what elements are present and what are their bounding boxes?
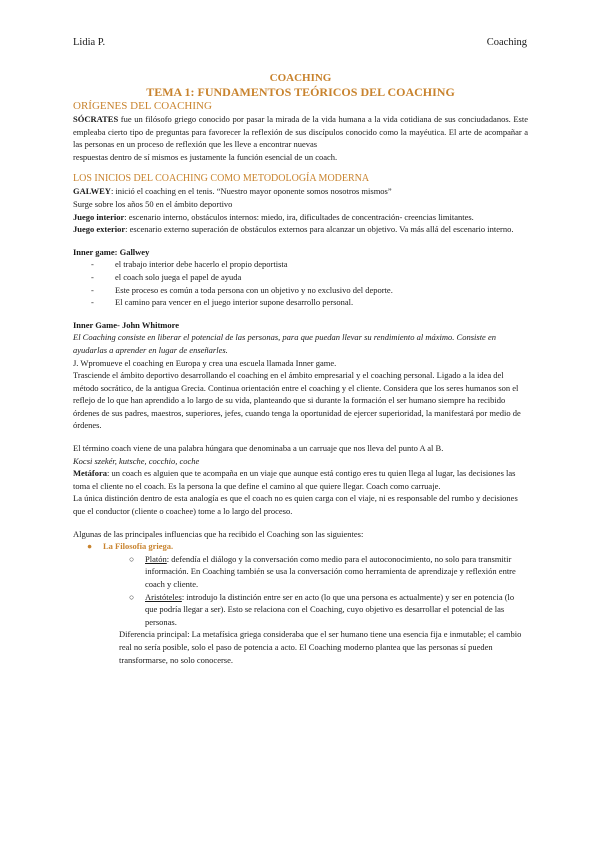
- paragraph-influencias: Algunas de las principales influencias que ha recibido el Coaching son las siguientes:: [73, 528, 364, 539]
- juego-interior-text: : escenario interno, obstáculos internos: miedo, ira, dificultades de concentración- creencias limitantes.: [124, 211, 474, 222]
- socrates-text: fue un filósofo griego conocido por pasar la mirada de la vida humana a la vida cotidiana de sus conciudadanos. Este empleaba cierto tipo de preguntas para favorecer la reflexión de sus discípulos conocido como la mayéutica. El arte de acompañar a las personas en un proceso de reflexión que les lleve a encontrar nuevas: [73, 114, 528, 150]
- paragraph-galwey: [73, 185, 528, 198]
- document-subtitle: TEMA 1: FUNDAMENTOS TEÓRICOS DEL COACHING: [146, 85, 455, 99]
- inner-game-list: [73, 258, 528, 308]
- circle-bullet-icon: ○: [129, 553, 135, 564]
- paragraph-distincion: La única distinción dentro de esta analogía es que el coach no es quien carga con el viaje, ni es responsable del rumbo y decisiones que el conductor (cliente o coachee) tome a lo largo del proceso.: [73, 493, 518, 517]
- whitmore-quote: El Coaching consiste en liberar el potencial de las personas, para que puedan llevar su rendimiento al máximo. Consiste en ayudarlas a aprender en lugar de enseñarles.: [73, 332, 496, 355]
- section-heading-origenes: ORÍGENES DEL COACHING: [73, 100, 212, 112]
- coach-words: Kocsi szekér, kutsche, cocchio, coche: [73, 455, 200, 466]
- circle-bullet-icon: ○: [129, 591, 135, 602]
- list-item: - Este proceso es común a toda persona con un objetivo y no exclusivo del deporte.: [73, 284, 528, 297]
- paragraph-diferencia: Diferencia principal: La metafísica griega consideraba que el ser humano tiene una esencia fija e inmutable; el cambio real no sería posible, solo el paso de potencia a acto. El Coaching moderno plantea que las personas sí pueden transformarse, no solo conocerse.: [119, 629, 522, 665]
- document-title: COACHING: [269, 72, 332, 84]
- paragraph-socrates: [73, 113, 528, 151]
- paragraph-galwey-line2: Surge sobre los años 50 en el ámbito deportivo: [73, 198, 233, 209]
- paragraph-juego-exterior: [73, 223, 528, 236]
- galwey-text: : inició el coaching en el tenis. “Nuestro mayor oponente somos nosotros mismos”: [110, 186, 392, 197]
- juego-exterior-text: : escenario externo superación de obstáculos externos para alcanzar un objetivo. Va más allá del escenario interno.: [125, 224, 514, 235]
- whitmore-heading: [73, 319, 528, 332]
- filosofia-griega-label: La Filosofía griega.: [103, 541, 174, 552]
- section-heading-inicios: LOS INICIOS DEL COACHING COMO METODOLOGÍA MODERNA: [73, 173, 370, 185]
- aristoteles-text: : introdujo la distinción entre ser en acto (lo que una persona es actualmente) y ser en potencia (lo que podría llegar a ser). Esto se relaciona con el Coaching, cuyo objetivo es desarrollar el potencial de las personas.: [145, 591, 515, 627]
- paragraph-whitmore-2: Trasciende el ámbito deportivo desarrollando el coaching en el ámbito empresarial y el coaching personal. Ligado a la idea del método socrático, de la antigua Grecia. Continua orientación entre el coaching y el cliente. Considera que los seres humanos son el reflejo de lo que han aprendido a lo largo de su vida, planteando que si durante la formación el ser humano siempre ha recibido órdenes de sus padres, maestros, superiores, jefes, cuando tenga la oportunidad de ejercer superioridad, la manifestará por medio de órdenes.: [73, 370, 521, 431]
- subject-name: Coaching: [486, 37, 527, 48]
- platon-name: Platón: [145, 553, 167, 564]
- galwey-name: GALWEY: [73, 186, 111, 197]
- paragraph-whitmore-1: J. Wpromueve el coaching en Europa y crea una escuela llamada Inner game.: [73, 357, 337, 368]
- author-name: Lidia P.: [73, 37, 106, 48]
- whitmore-heading-text: Inner Game- John Whitmore: [73, 319, 180, 330]
- platon-text: : defendía el diálogo y la conversación como medio para el autoconocimiento, no solo para transmitir información. En Coaching también se usa la conversación como herramienta de aprendizaje y reflexión entre coach y cliente.: [145, 553, 516, 589]
- bullet-filosofia-griega: [73, 540, 528, 553]
- paragraph-metafora: [73, 467, 528, 492]
- metafora-text: : un coach es alguien que te acompaña en un viaje que aunque está contigo eres tu quien llega al lugar, las decisiones las toma el cliente no el coach. Es la persona la que define el camino al que quiere llegar. Coach como carruaje.: [73, 468, 516, 491]
- paragraph-juego-interior: [73, 211, 528, 224]
- juego-interior-label: Juego interior: [73, 211, 125, 222]
- document-body: [73, 72, 528, 666]
- paragraph-socrates-cont: respuestas dentro de sí mismos es justamente la función esencial de un coach.: [73, 151, 338, 162]
- sub-item-platon: [73, 553, 528, 591]
- sub-item-aristoteles: [73, 591, 528, 629]
- list-item: - El camino para vencer en el juego interior supone desarrollo personal.: [73, 296, 528, 309]
- inner-game-heading: [73, 246, 528, 259]
- list-item: - el trabajo interior debe hacerlo el propio deportista: [73, 258, 528, 271]
- metafora-label: Metáfora: [73, 468, 107, 479]
- juego-exterior-label: Juego exterior: [73, 224, 126, 235]
- aristoteles-name: Aristóteles: [145, 591, 182, 602]
- socrates-name: SÓCRATES: [73, 114, 119, 124]
- bullet-dot-icon: ●: [87, 541, 93, 552]
- paragraph-coach-origin: El término coach viene de una palabra húngara que denominaba a un carruaje que nos lleva del punto A al B.: [73, 443, 444, 454]
- inner-game-heading-text: Inner game: Gallwey: [73, 246, 150, 257]
- list-item: - el coach solo juega el papel de ayuda: [73, 271, 528, 284]
